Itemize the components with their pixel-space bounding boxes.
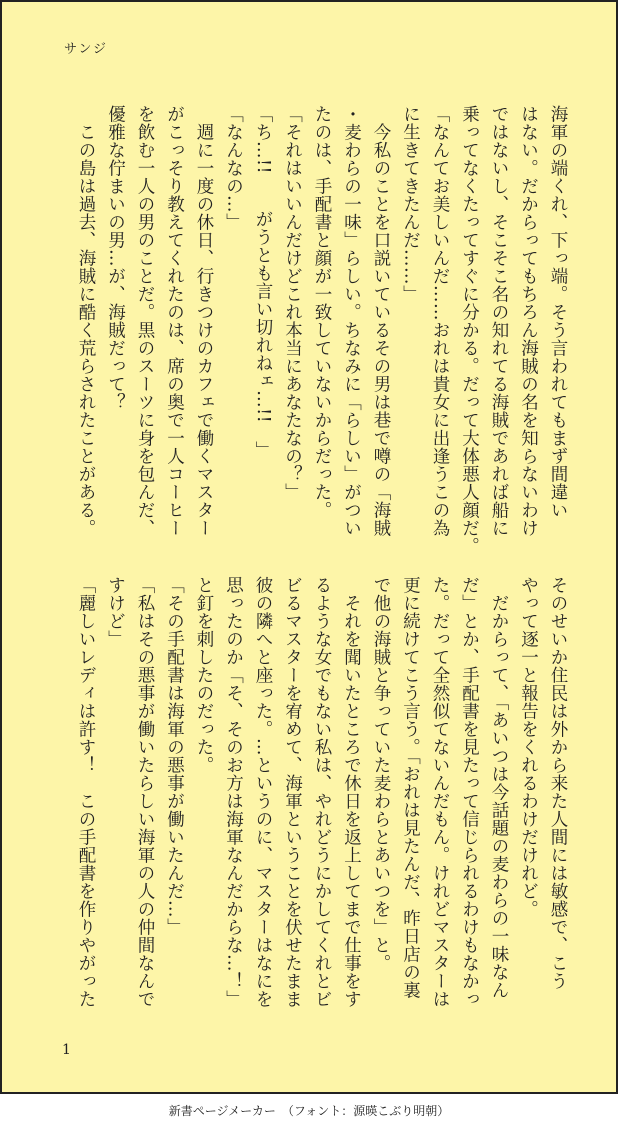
page-number: 1 xyxy=(62,1042,71,1058)
text-block-lower: そのせいか住民は外から来た人間には敏感で、こう やって逐一と報告をくれるわけだけれど。 だからって、「あいつは今話題の麦わらの一味なん だ」とか、手配書を見たって信じられるわけもなかっ た。だって全然似てないんだもん。けれどマスターは 更に続けてこう言う。「おれは見たんだ、昨日店の裏 で他の海賊と争っていた麦わらとあいつを」と。 それを聞いたところで休日を返上してまで仕事をす るような女でもない私は、やれどうにかしてくれとビ ビるマスターを宥めて、海軍ということを伏せたまま 彼の隣へと座った。…というのに、マスターはなにを 思ったのか「そ、そのお方は海軍なんだからな…！」 と釘を刺したのだった。 「その手配書は海軍の悪事が働いたんだ…」 「私はその悪事が働いたらしい海軍の人の仲間なんで すけど」 「麗しいレディは許す！ この手配書を作りやがった xyxy=(76,576,568,1008)
text-block-upper: 海軍の端くれ、下っ端。そう言われてもまず間違い はない。だからってもちろん海賊の名を知らないわけ ではないし、そこそこ名の知れてる海賊であれば船に 乗ってなくたってすぐに分かる。だって大体悪人顔だ。 「なんてお美しいんだ……おれは貴女に出逢うこの為 に生きてきたんだ……」 今私のことを口説いているその男は巷で噂の「海賊 ・麦わらの一味」らしい。ちなみに「らしい」がつい たのは、手配書と顔が一致していないからだった。 「それはいいんだけどこれ本当にあなたなの？」 「ち…!! がうとも言い切れねェ…!! 」 「なんなの…」 週に一度の休日、行きつけのカフェで働くマスター がこっそり教えてくれたのは、席の奥で一人コーヒー を飲む一人の男のことだ。黒のスーツに身を包んだ、 優雅な佇まいの男…が、海賊だって？ この島は過去、海賊に酷く荒らされたことがある。 xyxy=(76,105,568,555)
footer-credit: 新書ページメーカー （フォント：源暎こぶり明朝） xyxy=(168,1104,450,1118)
chapter-title: サンジ xyxy=(64,42,109,57)
